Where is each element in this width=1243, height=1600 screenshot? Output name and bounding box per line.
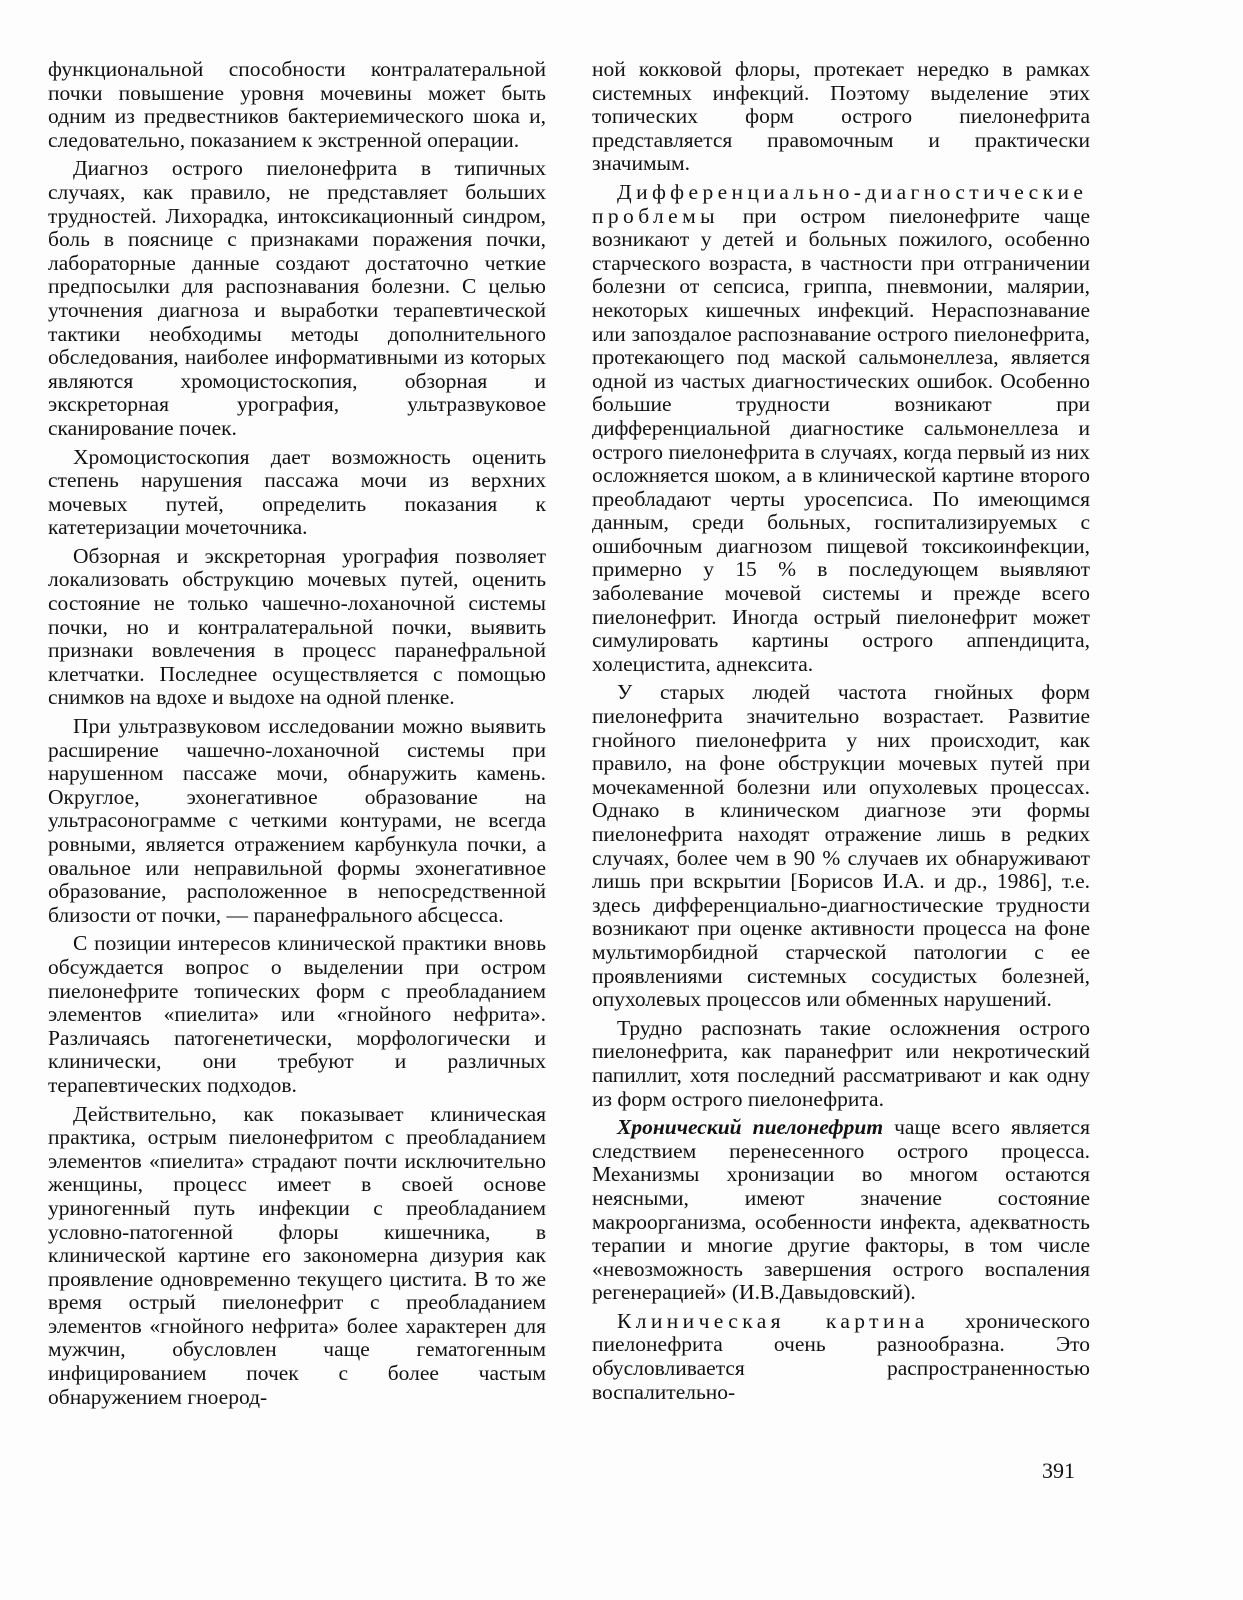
paragraph-text: чаще всего является следствием перенесенного острого процесса. Механизмы хронизации во многом остаются неясными, имеют значение состояние макроорганизма, особенности инфекта, адекватность терапии и многие другие факторы, в том числе «невозможность завершения острого воспаления регенерацией» (И.В.Давыдовский). [592,1115,1090,1305]
paragraph [592,1310,1090,1404]
paragraph: Диагноз острого пиелонефрита в типичных случаях, как правило, не представляет больших трудностей. Лихорадка, интоксикационный синдром, боль в пояснице с признаками поражения почки, лабораторные данные создают достаточно четкие предпосылки для распознавания болезни. С целью уточнения диагноза и выработки терапевтической тактики необходимы методы дополнительного обследования, наиболее информативными из которых являются хромоцистоскопия, обзорная и экскреторная урография, ультразвуковое сканирование почек. [48,156,546,440]
paragraph [592,181,1090,676]
section-heading-italic: Хронический пиелонефрит [617,1115,884,1140]
left-column [48,58,546,1414]
paragraph: функциональной способности контралатеральной почки повышение уровня мочевины может быть одним из предвестников бактериемического шока и, следовательно, показанием к экстренной операции. [48,57,546,152]
paragraph: ной кокковой флоры, протекает нередко в рамках системных инфекций. Поэтому выделение этих топических форм острого пиелонефрита представляется правомочным и практически значимым. [592,57,1090,176]
paragraph-text: при остром пиелонефрите чаще возникают у детей и больных пожилого, особенно старческого возраста, в частности при отграничении болезни от сепсиса, гриппа, пневмонии, малярии, некоторых кишечных инфекций. Нераспознавание или запоздалое распознавание острого пиелонефрита, протекающего под маской сальмонеллеза, является одной из частых диагностических ошибок. Особенно большие трудности возникают при дифференциальной диагностике сальмонеллеза и острого пиелонефрита в случаях, когда первый из них осложняется шоком, а в клинической картине второго преобладают черты уросепсиса. По имеющимся данным, среди больных, госпитализируемых с ошибочным диагнозом пищевой токсикоинфекции, примерно у 15 % в последующем выявляют заболевание мочевой системы и прежде всего пиелонефрит. Иногда острый пиелонефрит может симулировать картины острого аппендицита, холецистита, аднексита. [592,203,1090,676]
paragraph: Трудно распознать такие осложнения острого пиелонефрита, как паранефрит или некротический папиллит, хотя последний рассматривают и как одну из форм острого пиелонефрита. [592,1015,1090,1111]
paragraph: Обзорная и экскреторная урография позволяет локализовать обструкцию мочевых путей, оценить состояние не только чашечно-лоханочной системы почки, но и контралатеральной почки, выявить признаки вовлечения в процесс паранефральной клетчатки. Последнее осуществляется с помощью снимков на вдохе и выдохе на одной пленке. [48,543,546,710]
section-lead-spaced: Дифференциально-диагностические проблемы [592,179,1088,228]
paragraph: Хромоцистоскопия дает возможность оценить степень нарушения пассажа мочи из верхних мочевых путей, определить показания к катетеризации мочеточника. [48,444,546,540]
paragraph: У старых людей частота гнойных форм пиелонефрита значительно возрастает. Развитие гнойного пиелонефрита у них происходит, как правило, на фоне обструкции мочевых путей при мочекаменной болезни или опухолевых процессах. Однако в клиническом диагнозе эти формы пиелонефрита находят отражение лишь в редких случаях, более чем в 90 % случаев их обнаруживают лишь при вскрытии [Борисов И.А. и др., 1986], т.е. здесь дифференциально-диагностические трудности возникают при оценке активности процесса на фоне мультиморбидной старческой патологии с ее проявлениями системных сосудистых болезней, опухолевых процессов или обменных нарушений. [592,680,1090,1012]
page-number: 391 [1042,1458,1075,1483]
paragraph [592,1116,1090,1305]
paragraph-text: хронического пиелонефрита очень разнообразна. Это обусловливается распространенностью воспалительно- [592,1308,1090,1404]
paragraph: С позиции интересов клинической практики вновь обсуждается вопрос о выделении при остром пиелонефрите топических форм с преобладанием элементов «пиелита» или «гнойного нефрита». Различаясь патогенетически, морфологически и клинически, они требуют и различных терапевтических подходов. [48,931,546,1097]
section-lead-spaced: Клиническая картина [617,1308,929,1333]
paragraph: При ультразвуковом исследовании можно выявить расширение чашечно-лоханочной системы при нарушенном пассаже мочи, обнаружить камень. Округлое, эхонегативное образование на ультрасонограмме с четкими контурами, не всегда ровными, является отражением карбункула почки, а овальное или неправильной формы эхонегативное образование, расположенное в непосредственной близости от почки, — паранефрального абсцесса. [48,714,546,927]
right-column [592,58,1090,1409]
paragraph: Действительно, как показывает клиническая практика, острым пиелонефритом с преобладанием элементов «пиелита» страдают почти исключительно женщины, процесс имеет в своей основе уриногенный путь инфекции с преобладанием условно-патогенной флоры кишечника, в клинической картине его закономерна дизурия как проявление одновременно текущего цистита. В то же время острый пиелонефрит с преобладанием элементов «гнойного нефрита» более характерен для мужчин, обусловлен чаще гематогенным инфицированием почек с более частым обнаружением гноерод- [48,1101,546,1409]
